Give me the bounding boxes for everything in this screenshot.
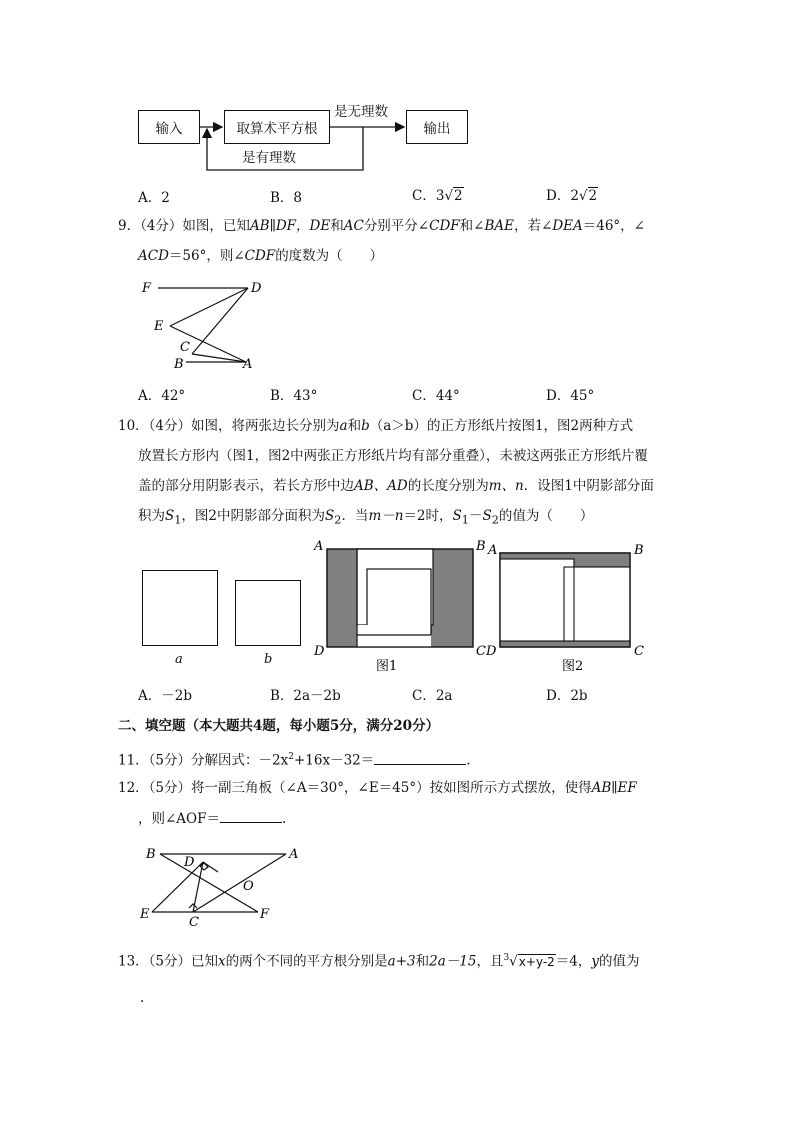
fig2-caption: 图2 bbox=[562, 659, 584, 674]
flow-output-label: 输出 bbox=[423, 121, 451, 137]
fig2-point-D: D bbox=[486, 644, 497, 659]
point-O: O bbox=[243, 879, 254, 894]
q10-option-a: A．－2b bbox=[138, 688, 192, 704]
q9-stem-line2: ACD＝56°，则∠CDF的度数为（ ） bbox=[138, 248, 384, 264]
q9-option-b: B．43° bbox=[270, 388, 318, 404]
fig2-point-A: A bbox=[488, 543, 498, 558]
point-B: B bbox=[174, 357, 184, 372]
sqrt-symbol: √2 bbox=[444, 188, 463, 204]
q9-option-c: C．44° bbox=[412, 388, 460, 404]
line-DE bbox=[170, 288, 248, 326]
point-C: C bbox=[189, 915, 199, 930]
point-F: F bbox=[260, 907, 270, 922]
label-b: b bbox=[264, 652, 273, 667]
square-a bbox=[142, 570, 218, 646]
fig1-point-A: A bbox=[314, 539, 324, 554]
point-D: D bbox=[251, 281, 262, 296]
line-AC bbox=[193, 854, 286, 912]
q10-stem-line1: 10．（4分）如图，将两张边长分别为a和b（a＞b）的正方形纸片按图1，图2两种方式 bbox=[118, 418, 634, 434]
q9-stem-line1: 9．（4分）如图，已知AB∥DF，DE和AC分别平分∠CDF和∠BAE，若∠DEA＝46°，∠ bbox=[118, 218, 645, 234]
q12-stem-line2: ，则∠AOF＝ . bbox=[138, 808, 286, 829]
point-B: B bbox=[146, 847, 156, 862]
q10-stem-line4: 积为$S_1$，图2中阴影部分面积为$S_2$．当m－n＝2时，$S_1-S_2$的值为（ ） bbox=[138, 508, 594, 527]
right-angle-C bbox=[189, 904, 197, 908]
q10-option-c: C．2a bbox=[412, 688, 453, 704]
fig1-point-D: D bbox=[314, 644, 325, 659]
line-ED bbox=[152, 862, 203, 912]
answer-blank[interactable] bbox=[374, 750, 466, 765]
q9-option-d: D．45° bbox=[546, 388, 595, 404]
flow-arrows bbox=[0, 0, 794, 200]
q10-option-b: B．2a－2b bbox=[270, 688, 341, 704]
cube-root: $^3$√x+y-2 bbox=[503, 953, 555, 970]
fig1-caption: 图1 bbox=[376, 659, 398, 674]
q8-option-c: C．3√2 bbox=[412, 188, 463, 204]
point-F: F bbox=[142, 281, 152, 296]
fig2-point-B: B bbox=[634, 543, 644, 558]
sqrt-symbol: √2 bbox=[578, 188, 598, 204]
point-E: E bbox=[154, 319, 164, 334]
q10-figure2 bbox=[484, 535, 664, 675]
fig2-point-C: C bbox=[634, 644, 644, 659]
square-b bbox=[235, 580, 301, 646]
q12-stem-line1: 12．（5分）将一副三角板（∠A＝30°，∠E＝45°）按如图所示方式摆放，使得AB∥EF bbox=[118, 780, 637, 796]
answer-blank[interactable] bbox=[220, 808, 282, 823]
q8-option-b: B．8 bbox=[270, 190, 303, 206]
q9-option-a: A．42° bbox=[138, 388, 186, 404]
flow-input-label: 输入 bbox=[155, 121, 183, 137]
point-D: D bbox=[184, 855, 195, 870]
flow-irrational-label: 是无理数 bbox=[334, 104, 388, 120]
point-C: C bbox=[180, 340, 190, 355]
q10-stem-line3: 盖的部分用阴影表示，若长方形中边AB、AD的长度分别为m、n．设图1中阴影部分面 bbox=[138, 478, 654, 494]
section-title: 二、填空题（本大题共4题，每小题5分，满分20分） bbox=[118, 718, 440, 734]
q13-end: . bbox=[140, 990, 145, 1006]
q10-option-d: D．2b bbox=[546, 688, 588, 704]
flow-rational-label: 是有理数 bbox=[242, 150, 296, 166]
q11-stem: 11．（5分）分解因式：$-2x^2+16x-32=$ . bbox=[118, 747, 471, 771]
q10-stem-line2: 放置长方形内（图1，图2中两张正方形纸片均有部分重叠），未被这两张正方形纸片覆 bbox=[138, 448, 648, 464]
q10-figure1 bbox=[310, 535, 490, 675]
point-A: A bbox=[289, 847, 299, 862]
q13-stem-line1: 13．（5分）已知x的两个不同的平方根分别是a+3和2a－15，且$^3$√x+y-2＝4，y的值为 bbox=[118, 948, 640, 972]
line-DC bbox=[192, 288, 248, 354]
q8-option-a: A．2 bbox=[138, 190, 170, 206]
point-A: A bbox=[243, 357, 253, 372]
fig1-point-C: C bbox=[476, 644, 486, 659]
flow-process-label: 取算术平方根 bbox=[236, 121, 318, 137]
label-a: a bbox=[175, 652, 183, 667]
point-E: E bbox=[140, 907, 150, 922]
q8-option-d: D．2√2 bbox=[546, 188, 598, 204]
q9-figure bbox=[0, 270, 794, 380]
q12-figure bbox=[0, 840, 794, 930]
fig1-point-B: B bbox=[476, 539, 486, 554]
